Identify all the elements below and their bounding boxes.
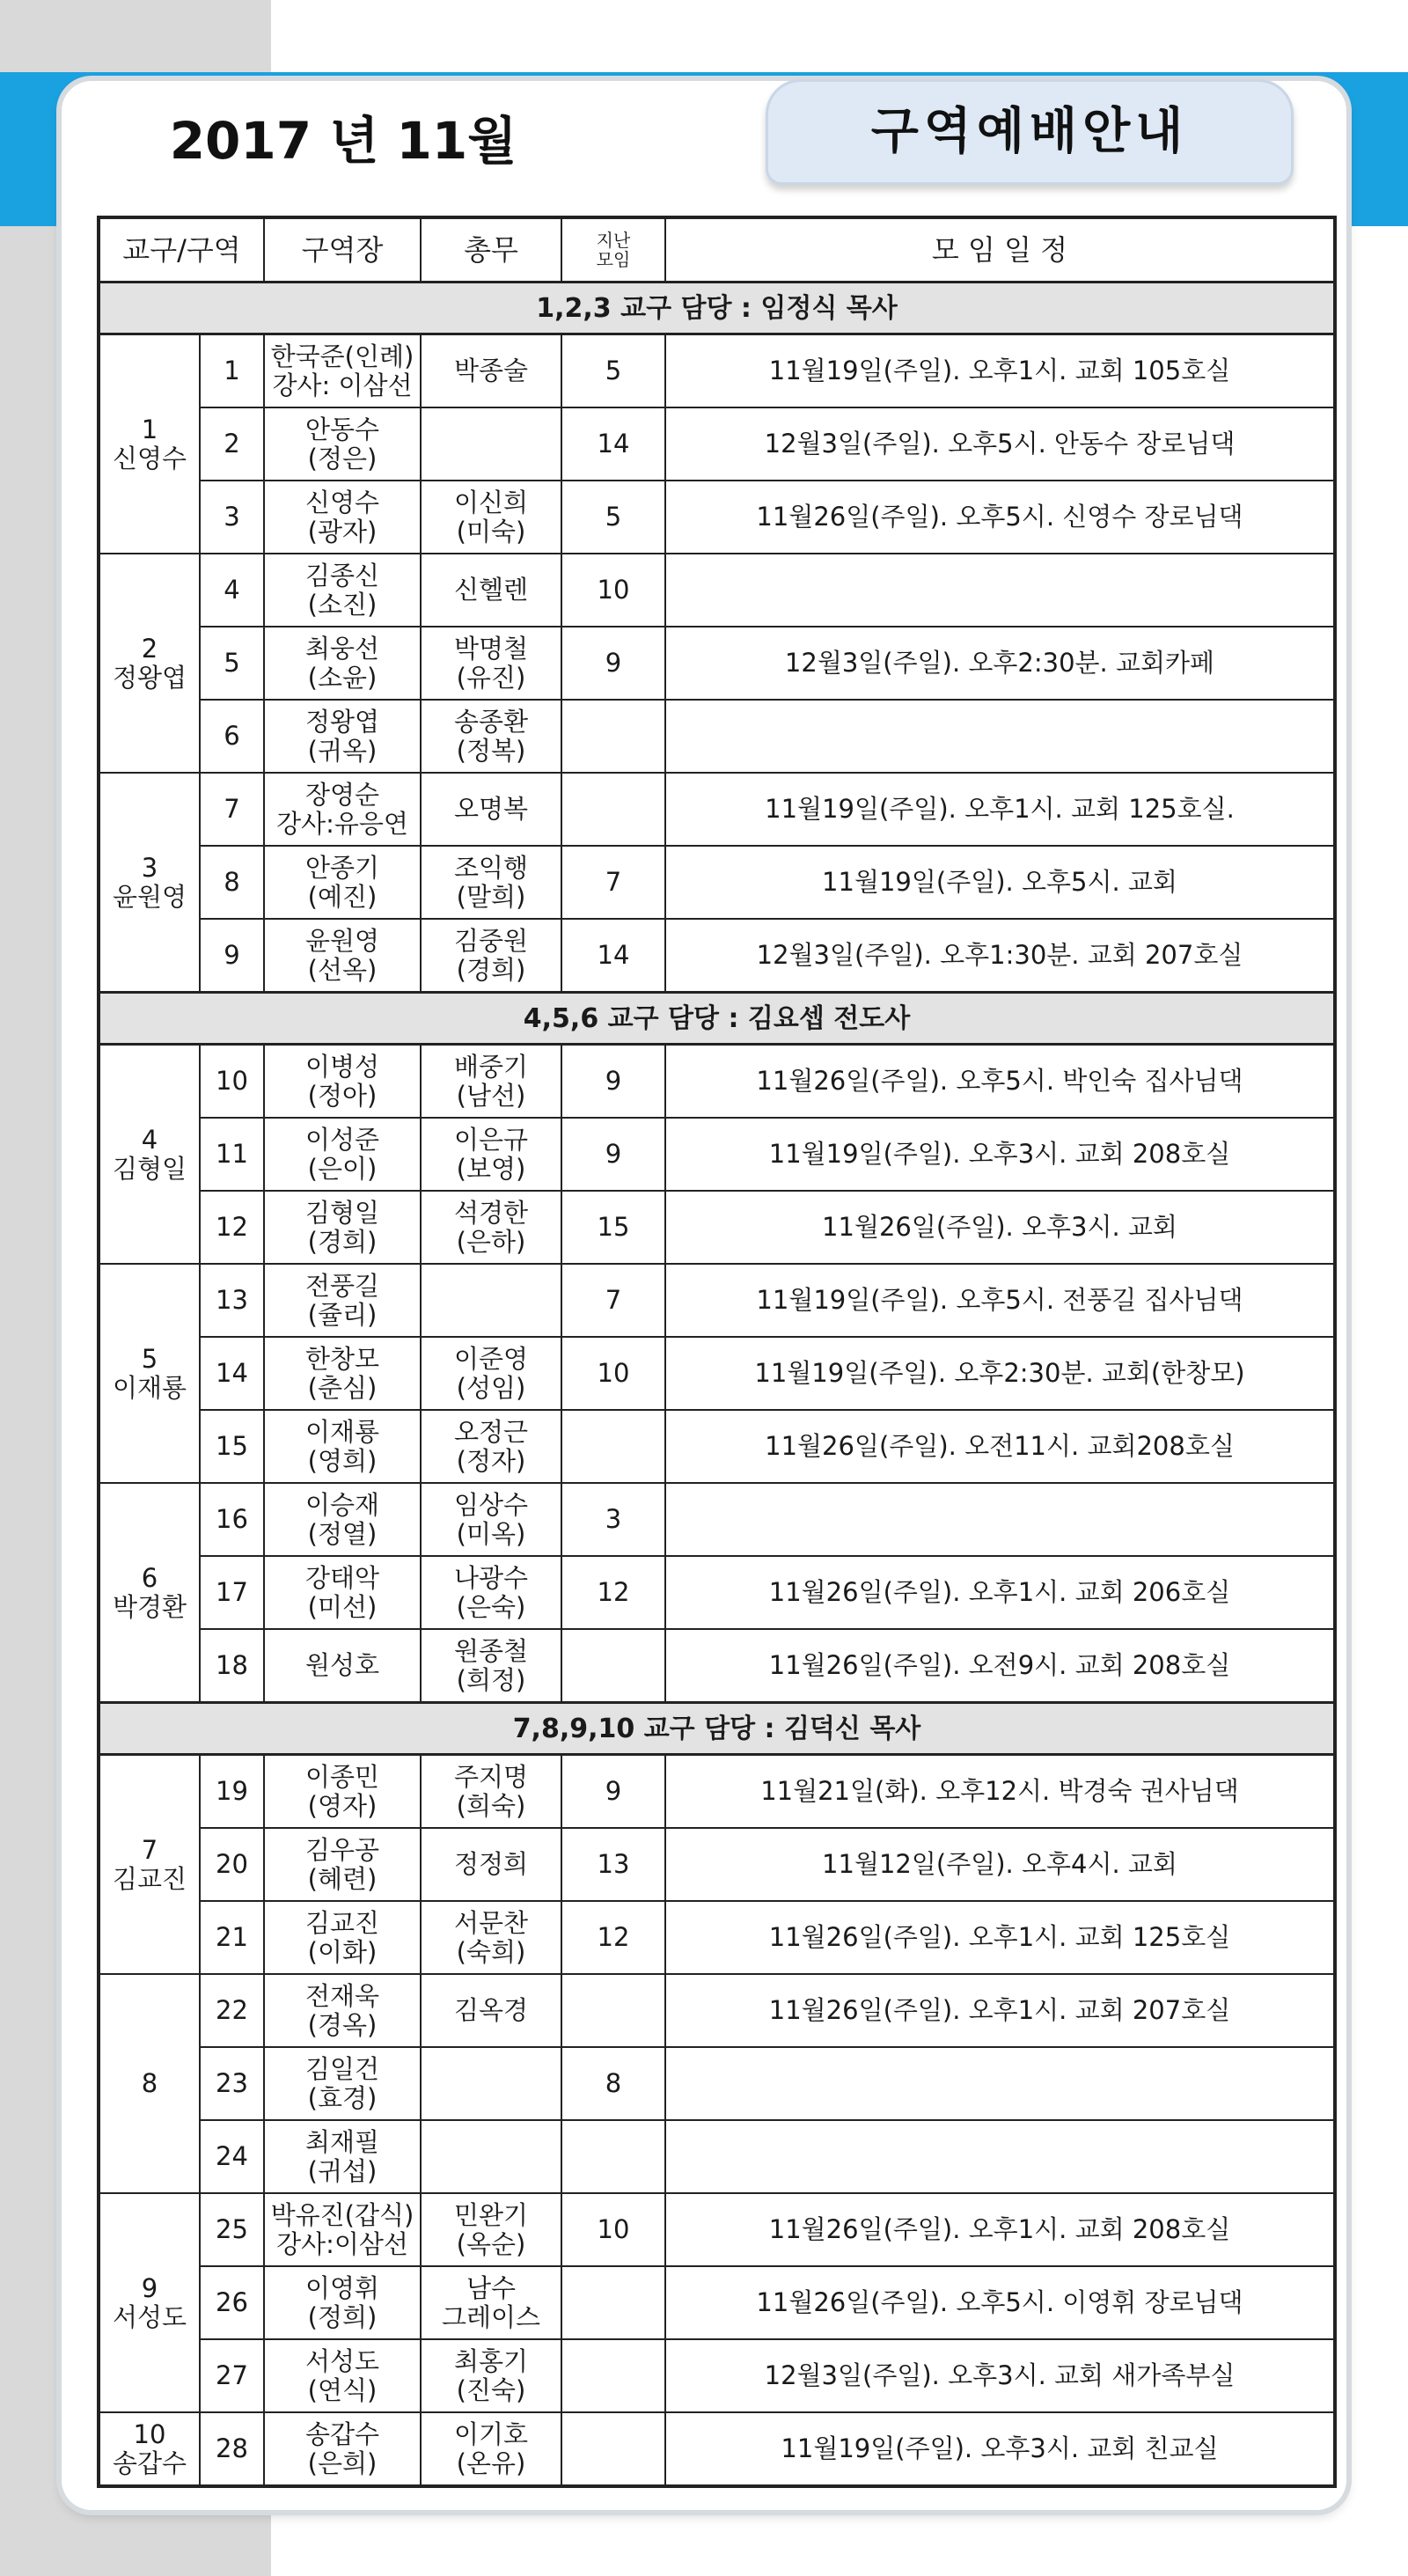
meeting-schedule [665,2120,1335,2193]
zone-leader: 이승재 (정열) [264,1483,421,1556]
table-row [99,1629,1335,1703]
zone-leader: 한창모 (춘심) [264,1337,421,1410]
zone-secretary: 서문찬 (숙희) [421,1901,561,1974]
meeting-schedule: 11월19일(주일). 오후3시. 교회 208호실 [665,1118,1335,1191]
meeting-schedule: 12월3일(주일). 오후2:30분. 교회카페 [665,627,1335,700]
table-row [99,1755,1335,1829]
date-title: 2017 년 11월 [169,111,517,171]
meeting-schedule: 11월26일(주일). 오후1시. 교회 207호실 [665,1974,1335,2047]
table-row [99,2412,1335,2486]
district-label: 2 정왕엽 [99,554,200,773]
table-row [99,2339,1335,2412]
zone-leader: 한국준(인례) 강사: 이삼선 [264,334,421,408]
meeting-schedule: 11월21일(화). 오후12시. 박경숙 권사님댁 [665,1755,1335,1829]
zone-number: 7 [200,773,264,846]
zone-leader: 김형일 (경희) [264,1191,421,1264]
district-label: 8 [99,1974,200,2193]
zone-secretary: 나광수 (은숙) [421,1556,561,1629]
zone-number: 4 [200,554,264,627]
zone-number: 15 [200,1410,264,1483]
table-row [99,1118,1335,1191]
zone-number: 16 [200,1483,264,1556]
district-label: 10 송갑수 [99,2412,200,2486]
last-meeting-count [561,2120,665,2193]
group-title: 1,2,3 교구 담당 : 임정식 목사 [99,283,1335,334]
table-row [99,846,1335,919]
zone-secretary: 남수 그레이스 [421,2266,561,2339]
district-label: 4 김형일 [99,1045,200,1265]
zone-leader: 이영휘 (정희) [264,2266,421,2339]
meeting-schedule: 11월19일(주일). 오후3시. 교회 친교실 [665,2412,1335,2486]
last-meeting-count: 9 [561,1045,665,1119]
zone-secretary: 오명복 [421,773,561,846]
meeting-schedule: 11월26일(주일). 오후1시. 교회 125호실 [665,1901,1335,1974]
meeting-schedule [665,554,1335,627]
zone-number: 28 [200,2412,264,2486]
last-meeting-count: 15 [561,1191,665,1264]
zone-secretary [421,407,561,481]
last-meeting-count: 12 [561,1901,665,1974]
zone-number: 5 [200,627,264,700]
table-row [99,919,1335,993]
zone-number: 19 [200,1755,264,1829]
district-label: 5 이재룡 [99,1264,200,1483]
table-row [99,334,1335,408]
zone-secretary: 최홍기 (진숙) [421,2339,561,2412]
zone-secretary: 임상수 (미옥) [421,1483,561,1556]
group-title: 7,8,9,10 교구 담당 : 김덕신 목사 [99,1703,1335,1755]
zone-leader: 강태악 (미선) [264,1556,421,1629]
table-row [99,2120,1335,2193]
meeting-schedule: 11월19일(주일). 오후2:30분. 교회(한창모) [665,1337,1335,1410]
last-meeting-count: 13 [561,1828,665,1901]
last-meeting-count [561,1974,665,2047]
zone-secretary: 송종환 (정복) [421,700,561,773]
meeting-schedule: 11월26일(주일). 오후1시. 교회 208호실 [665,2193,1335,2266]
schedule-table [97,216,1337,2488]
zone-secretary: 이은규 (보영) [421,1118,561,1191]
last-meeting-count [561,2412,665,2486]
meeting-schedule: 11월26일(주일). 오전11시. 교회208호실 [665,1410,1335,1483]
meeting-schedule: 12월3일(주일). 오후5시. 안동수 장로님댁 [665,407,1335,481]
meeting-schedule [665,700,1335,773]
table-row [99,1556,1335,1629]
zone-number: 8 [200,846,264,919]
last-meeting-count: 7 [561,1264,665,1337]
zone-leader: 안종기 (예진) [264,846,421,919]
last-meeting-count: 5 [561,481,665,554]
zone-number: 24 [200,2120,264,2193]
zone-secretary: 조익행 (말희) [421,846,561,919]
zone-secretary: 이기호 (온유) [421,2412,561,2486]
zone-number: 14 [200,1337,264,1410]
table-row [99,1264,1335,1337]
table-row [99,1974,1335,2047]
zone-number: 10 [200,1045,264,1119]
zone-number: 22 [200,1974,264,2047]
last-meeting-count [561,1410,665,1483]
last-meeting-count [561,773,665,846]
meeting-schedule: 11월26일(주일). 오후5시. 이영휘 장로님댁 [665,2266,1335,2339]
last-meeting-count [561,1629,665,1703]
zone-secretary: 김옥경 [421,1974,561,2047]
zone-secretary: 원종철 (희정) [421,1629,561,1703]
last-meeting-count: 10 [561,554,665,627]
zone-secretary: 김중원 (경희) [421,919,561,993]
last-meeting-count: 7 [561,846,665,919]
meeting-schedule: 12월3일(주일). 오후3시. 교회 새가족부실 [665,2339,1335,2412]
last-meeting-count: 14 [561,407,665,481]
zone-number: 18 [200,1629,264,1703]
zone-number: 3 [200,481,264,554]
group-title: 4,5,6 교구 담당 : 김요셉 전도사 [99,993,1335,1045]
zone-secretary: 정정희 [421,1828,561,1901]
header-schedule: 모 임 일 정 [665,217,1335,283]
table-row [99,1410,1335,1483]
last-meeting-count: 3 [561,1483,665,1556]
meeting-schedule: 11월26일(주일). 오전9시. 교회 208호실 [665,1629,1335,1703]
zone-secretary: 신헬렌 [421,554,561,627]
last-meeting-count: 9 [561,627,665,700]
table-body [99,283,1335,2487]
zone-number: 26 [200,2266,264,2339]
group-header-row [99,283,1335,334]
table-row [99,407,1335,481]
table-row [99,627,1335,700]
zone-leader: 박유진(갑식) 강사:이삼선 [264,2193,421,2266]
meeting-schedule: 11월12일(주일). 오후4시. 교회 [665,1828,1335,1901]
table-row [99,1828,1335,1901]
table-header-row [99,217,1335,283]
table-row [99,700,1335,773]
zone-secretary: 이신희 (미숙) [421,481,561,554]
zone-leader: 신영수 (광자) [264,481,421,554]
district-label: 3 윤원영 [99,773,200,993]
meeting-schedule: 12월3일(주일). 오후1:30분. 교회 207호실 [665,919,1335,993]
zone-number: 1 [200,334,264,408]
zone-leader: 이재룡 (영희) [264,1410,421,1483]
zone-number: 27 [200,2339,264,2412]
district-label: 1 신영수 [99,334,200,554]
zone-secretary: 이준영 (성임) [421,1337,561,1410]
header-secretary: 총무 [421,217,561,283]
table-row [99,773,1335,846]
zone-leader: 김교진 (이화) [264,1901,421,1974]
table-row [99,481,1335,554]
zone-secretary [421,2120,561,2193]
header-district: 교구/구역 [99,217,264,283]
zone-number: 23 [200,2047,264,2120]
zone-secretary: 박종술 [421,334,561,408]
last-meeting-count: 9 [561,1755,665,1829]
district-label: 6 박경환 [99,1483,200,1703]
zone-secretary: 석경한 (은하) [421,1191,561,1264]
last-meeting-count [561,700,665,773]
zone-leader: 원성호 [264,1629,421,1703]
zone-leader: 최웅선 (소윤) [264,627,421,700]
zone-secretary [421,2047,561,2120]
zone-leader: 정왕엽 (귀옥) [264,700,421,773]
last-meeting-count: 10 [561,2193,665,2266]
header-last-meeting: 지난 모임 [561,217,665,283]
zone-leader: 송갑수 (은희) [264,2412,421,2486]
meeting-schedule: 11월19일(주일). 오후1시. 교회 105호실 [665,334,1335,408]
zone-leader: 이성준 (은이) [264,1118,421,1191]
table-row [99,1901,1335,1974]
zone-leader: 김종신 (소진) [264,554,421,627]
zone-secretary: 민완기 (옥순) [421,2193,561,2266]
last-meeting-count: 14 [561,919,665,993]
zone-secretary: 주지명 (희숙) [421,1755,561,1829]
group-header-row [99,1703,1335,1755]
zone-leader: 최재필 (귀섭) [264,2120,421,2193]
zone-number: 2 [200,407,264,481]
zone-number: 9 [200,919,264,993]
meeting-schedule: 11월19일(주일). 오후5시. 전풍길 집사님댁 [665,1264,1335,1337]
zone-leader: 장영순 강사:유응연 [264,773,421,846]
table-row [99,1191,1335,1264]
last-meeting-count [561,2266,665,2339]
table-row [99,1483,1335,1556]
zone-leader: 윤원영 (선옥) [264,919,421,993]
header-leader: 구역장 [264,217,421,283]
meeting-schedule: 11월26일(주일). 오후3시. 교회 [665,1191,1335,1264]
meeting-schedule [665,1483,1335,1556]
zone-secretary: 오정근 (정자) [421,1410,561,1483]
zone-number: 20 [200,1828,264,1901]
last-meeting-count: 8 [561,2047,665,2120]
meeting-schedule [665,2047,1335,2120]
zone-secretary: 배중기 (남선) [421,1045,561,1119]
table-row [99,554,1335,627]
meeting-schedule: 11월19일(주일). 오후5시. 교회 [665,846,1335,919]
meeting-schedule: 11월26일(주일). 오후5시. 박인숙 집사님댁 [665,1045,1335,1119]
zone-leader: 전풍길 (쥴리) [264,1264,421,1337]
zone-leader: 김우공 (혜련) [264,1828,421,1901]
zone-leader: 전재욱 (경옥) [264,1974,421,2047]
table-row [99,1045,1335,1119]
title-tab: 구역예배안내 [766,79,1294,185]
zone-secretary: 박명철 (유진) [421,627,561,700]
meeting-schedule: 11월19일(주일). 오후1시. 교회 125호실. [665,773,1335,846]
table-row [99,2266,1335,2339]
zone-leader: 김일건 (효경) [264,2047,421,2120]
last-meeting-count: 5 [561,334,665,408]
zone-leader: 서성도 (연식) [264,2339,421,2412]
meeting-schedule: 11월26일(주일). 오후1시. 교회 206호실 [665,1556,1335,1629]
zone-secretary [421,1264,561,1337]
table-row [99,1337,1335,1410]
district-label: 9 서성도 [99,2193,200,2412]
last-meeting-count: 9 [561,1118,665,1191]
table-row [99,2193,1335,2266]
zone-number: 6 [200,700,264,773]
group-header-row [99,993,1335,1045]
zone-leader: 안동수 (정은) [264,407,421,481]
zone-number: 13 [200,1264,264,1337]
table-row [99,2047,1335,2120]
zone-number: 21 [200,1901,264,1974]
zone-leader: 이종민 (영자) [264,1755,421,1829]
district-label: 7 김교진 [99,1755,200,1975]
meeting-schedule: 11월26일(주일). 오후5시. 신영수 장로님댁 [665,481,1335,554]
zone-number: 11 [200,1118,264,1191]
zone-number: 12 [200,1191,264,1264]
zone-leader: 이병성 (정아) [264,1045,421,1119]
zone-number: 17 [200,1556,264,1629]
zone-number: 25 [200,2193,264,2266]
last-meeting-count: 10 [561,1337,665,1410]
last-meeting-count [561,2339,665,2412]
last-meeting-count: 12 [561,1556,665,1629]
